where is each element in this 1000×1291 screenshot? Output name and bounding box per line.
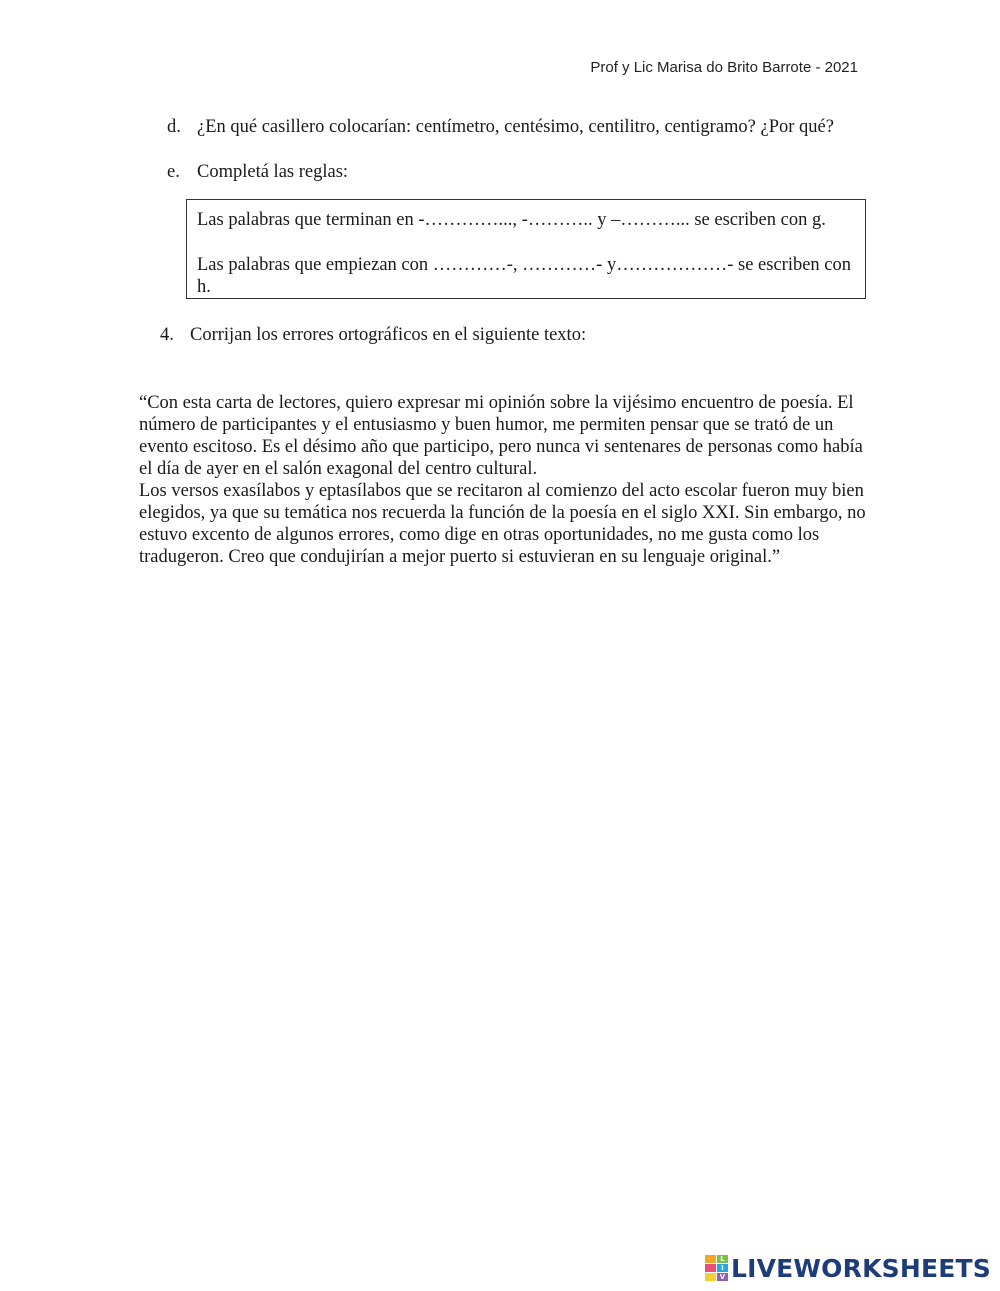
letter-text <box>139 392 869 568</box>
letter-paragraph-2: Los versos exasílabos y eptasílabos que se recitaron al comienzo del acto escolar fueron muy bien elegidos, ya que su temática nos recuerda la función de la poesía en el siglo XXI. Sin embargo, no estuvo excento de algunos errores, como dige en otras oportunidades, no me gusta como los tradugeron. Creo que condujirían a mejor puerto si estuvieran en su lenguaje original.” <box>139 481 866 567</box>
rule-g: Las palabras que terminan en -…………..., -……….. y –………... se escriben con g. <box>197 210 826 230</box>
rules-box <box>186 199 866 299</box>
list-marker-d: d. <box>167 117 181 137</box>
list-marker-e: e. <box>167 162 180 182</box>
brand-block: V <box>717 1273 728 1281</box>
list-marker-4: 4. <box>160 325 174 345</box>
letter-paragraph-1: “Con esta carta de lectores, quiero expresar mi opinión sobre la vijésimo encuentro de poesía. El número de participantes y el entusiasmo y buen humor, me permiten pensar que se trató de un evento escitoso. Es el désimo año que participo, pero nunca vi sentenares de personas como había el día de ayer en el salón exagonal del centro cultural. <box>139 393 863 479</box>
brand-block: I <box>717 1264 728 1272</box>
rule-h: Las palabras que empiezan con …………-, …………- y………………- se escriben con h. <box>197 255 852 297</box>
list-text-d: ¿En qué casillero colocarían: centímetro, centésimo, centilitro, centigramo? ¿Por qué? <box>197 117 834 137</box>
brand-block <box>705 1273 716 1281</box>
brand-logo-icon <box>705 1255 728 1281</box>
brand-name: LIVEWORKSHEETS <box>730 1253 991 1283</box>
header-note: Prof y Lic Marisa do Brito Barrote - 2021 <box>590 59 858 76</box>
brand-block <box>705 1264 716 1272</box>
brand-block <box>705 1255 716 1263</box>
liveworksheets-brand <box>705 1252 991 1284</box>
list-text-e: Completá las reglas: <box>197 162 349 182</box>
list-text-4: Corrijan los errores ortográficos en el siguiente texto: <box>190 325 587 345</box>
brand-block: L <box>717 1255 728 1263</box>
